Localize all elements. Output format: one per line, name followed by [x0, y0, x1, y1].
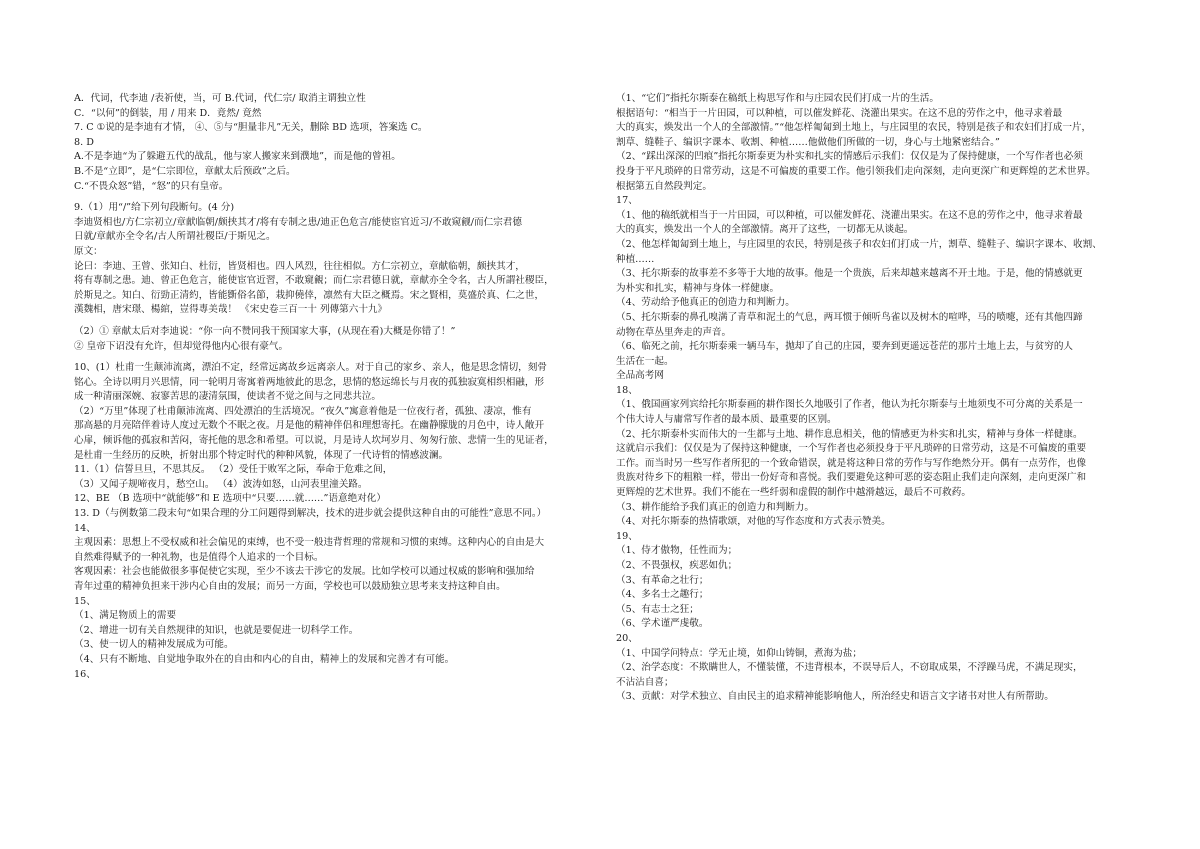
- right-column-line: （4、多名士之趣行；: [616, 589, 709, 601]
- right-column: [616, 92, 1131, 705]
- left-column-line: （2、增进一切有关自然规律的知识，也就是要促进一切科学工作。: [74, 624, 359, 636]
- left-column-line: 铭心。全诗以明月兴思情，同一轮明月寄寓着两地彼此的思念，思情的悠远绵长与月夜的孤独寂寞相织相融，形: [74, 376, 545, 388]
- right-column-line: 更辉煌的艺术世界。我们不能在一些纤弱和虚假的制作中越滑越远，最后不可救药。: [616, 487, 971, 499]
- right-column-line: （6、临死之前，托尔斯泰乘一辆马车，抛却了自己的庄园，要奔到更遥远苍茫的那片土地上去，与贫穷的人: [616, 341, 1074, 353]
- right-column-line: （5、托尔斯泰的鼻孔嗅满了青草和泥土的气息，两耳惯于倾听鸟雀以及树木的喧哗，马的喷嚏，还有其他四蹄: [616, 311, 1083, 323]
- left-column-line: 自然难得赋予的一种礼物，也是值得个人追求的一个目标。: [74, 551, 324, 563]
- right-column-line: （3、托尔斯泰的故事差不多等于大地的故事。他是一个贵族，后来却越来越离不开土地。于是，他的情感就更: [616, 268, 1083, 280]
- left-column-line: 漢魏相，唐宋璟、楊綰，豈得專美哉！ 《宋史卷三百一十 列傳第六十九》: [74, 304, 388, 316]
- left-column-line: 13. D（与例数第二段末句“如果合理的分工问题得到解决，技术的进步就会提供这种自由的可能性”意思不同。）: [74, 508, 547, 520]
- left-column-line: 10、(1）杜甫一生颠沛流离，漂泊不定，经常远离故乡远离亲人。对于自己的家乡、亲人，他是思念情切，刻骨: [74, 362, 547, 374]
- left-column-line: [74, 318, 596, 325]
- right-column-line: 动物在草丛里奔走的声音。: [616, 326, 732, 338]
- right-column-line: 根据语句：“相当于一片田园，可以种植，可以催发鲜花、浇灌出果实。在这不息的劳作之中，他寻求着最: [616, 107, 1063, 119]
- left-column-line: C．“以何”的倒装，用 / 用来 D．竟然/ 竟然: [74, 107, 262, 119]
- left-column-line: A．代词，代李迪 /表祈使，当，可 B.代词，代仁宗/ 取消主谓独立性: [74, 93, 366, 104]
- right-column-line: （2、托尔斯泰朴实而伟大的一生都与土地、耕作息息相关，他的情感更为朴实和扎实，精神与身体一样健康。: [616, 428, 1083, 440]
- right-column-line: 根据第五自然段判定。: [616, 180, 712, 192]
- left-column-line: 将有專制之患。迪、曾正色危言，能使宦官近習，不敢窺覦；而仁宗君德日就，章献亦全令名，古人所謂社稷臣，: [74, 275, 554, 287]
- right-column-line: 20、: [616, 632, 638, 644]
- left-column-line: 主观因素：思想上不受权威和社会偏见的束缚，也不受一般违背哲理的常规和习惯的束缚。这种内心的自由是大: [74, 537, 545, 549]
- right-column-line: （1、中国学问特点：学无止境，如仰山铸铜，煮海为盐；: [616, 647, 862, 659]
- right-column-line: （4、对托尔斯泰的热情歌颂，对他的写作态度和方式表示赞美。: [616, 516, 891, 528]
- left-column-line: （4、只有不断地、自觉地争取外在的自由和内心的自由，精神上的发展和完善才有可能。: [74, 653, 455, 665]
- left-column-line: （3、使一切人的精神发展成为可能。: [74, 639, 234, 651]
- left-column-line: 15、: [74, 595, 96, 607]
- right-column-line: （2、不畏强权，疾恶如仇；: [616, 560, 738, 571]
- right-column-line: （3、耕作能给予我们真正的创造力和判断力。: [616, 501, 814, 513]
- left-column-line: ② 皇帝下诏没有允许，但却觉得他内心很有豪气。: [74, 340, 289, 352]
- left-column-line: （2）“万里”体现了杜甫颠沛流离、四处漂泊的生活境况。“夜久”寓意着他是一位夜行者，孤独、凄凉，惟有: [74, 405, 532, 417]
- right-column-line: 为朴实和扎实，精神与身体一样健康。: [616, 282, 780, 294]
- right-column-line: （4、劳动给予他真正的创造力和判断力。: [616, 297, 795, 309]
- right-column-line: （2、他怎样匍匐到土地上，与庄园里的农民，特别是孩子和农妇们打成一片，割草、缝鞋子、编识字课本、收割、: [616, 238, 1102, 250]
- left-column-line: （3）又闻子规啼夜月，愁空山。 （4）波涛如怒，山河表里潼关路。: [74, 478, 368, 490]
- right-column-line: （5、有志士之狂；: [616, 603, 699, 615]
- left-column-line: 原文：: [74, 245, 103, 257]
- left-column-line: 11.（1）信誓旦旦，不思其反。 （2）受任于败军之际，奉命于危难之间，: [74, 464, 393, 476]
- left-column-line: C.“不畏众怒”错，“怒”的只有皇帝。: [74, 180, 229, 192]
- left-column-line: 日就/章献亦全令名/古人所谓社稷臣/于斯见之。: [74, 231, 276, 243]
- left-column-line: 14、: [74, 522, 96, 534]
- left-column-line: [74, 194, 596, 201]
- right-column-line: 这就启示我们：仅仅是为了保持这种健康，一个写作者也必须投身于平凡琐碎的日常劳动，这是不可偏废的重要: [616, 443, 1087, 455]
- right-column-line: 割草、缝鞋子、编识字课本、收割、种植……他做他们所做的一切，身心与土地紧密结合。”: [616, 136, 1000, 148]
- left-column-line: 论曰：李迪、王曾、张知白、杜衍，皆贤相也。四人风烈，往往相似。方仁宗初立，章献临朝，颇挟其才，: [74, 260, 525, 272]
- right-column-line: 18、: [616, 384, 638, 396]
- left-column-line: 16、: [74, 668, 96, 680]
- left-column-line: 那高悬的月亮陪伴着诗人度过无数个不眠之夜。月是他的精神伴侣和理想寄托。在幽静朦胧的月色中，诗人敞开: [74, 420, 545, 432]
- right-column-line: 贵族对待乡下的粗粮一样，带出一份好奇和喜悦。我们要避免这种可恶的姿态阻止我们走向深刻，走向更深广和: [616, 472, 1087, 484]
- left-column-line: 李迪贤相也/方仁宗初立/章献临朝/颇挟其才/将有专制之患/迪正色危言/能使宦官近习/不敢窥觎/而仁宗君德: [74, 216, 522, 228]
- right-column-line: 工作。而当时另一些写作者所犯的一个致命错误，就是将这种日常的劳作与写作绝然分开。偶有一点劳作，也像: [616, 457, 1087, 469]
- left-column-line: 於斯見之。知白、衍勁正清約，皆能斵俗名節，栽抑僥倖，凛然有大臣之概焉。宋之賢相，莫盛於真、仁之世，: [74, 289, 545, 301]
- right-column-line: （1、他的稿纸就相当于一片田园，可以种植，可以催发鲜花、浇灌出果实。在这不息的劳作之中，他寻求着最: [616, 209, 1083, 221]
- right-column-line: 大的真实，焕发出一个人的全部激情。”“他怎样匍匐到土地上，与庄园里的农民，特别是孩子和农妇们打成一片，: [616, 122, 1092, 134]
- right-column-line: 17、: [616, 195, 638, 207]
- left-column-line: 客观因素：社会也能做很多事促使它实现，至少不该去干涉它的发展。比如学校可以通过权威的影响和强加给: [74, 566, 535, 578]
- left-column-line: 是杜甫一生经历的反映，折射出那个特定时代的种种风貌，体现了一代诗哲的情感波澜。: [74, 449, 449, 461]
- right-column-line: 投身于平凡琐碎的日常劳动，这是不可偏废的重要工作。他引领我们走向深刻，走向更深广和更辉煌的艺术世界。: [616, 165, 1096, 177]
- right-column-line: （2、治学态度：不欺瞒世人，不懂装懂，不违背根本，不误导后人，不窃取成果，不浮躁马虎，不满足现实，: [616, 662, 1083, 674]
- left-column-line: （2）① 章献太后对李迪说：“你一向不赞同我干预国家大事，(从现在看)大概是你错了！”: [74, 325, 456, 337]
- left-column-line: 8. D: [74, 136, 94, 148]
- left-column-line: 心扉，倾诉他的孤寂和苦闷，寄托他的思念和希望。可以说，月是诗人坎坷岁月、匆匆行旅、悲情一生的见证者，: [74, 435, 554, 447]
- left-column-line: 成一种清丽深婉、寂寥苦思的凄清氛围，使读者不觉之间与之同悲共泣。: [74, 391, 381, 403]
- right-column-line: （2、“踩出深深的凹痕”指托尔斯泰更为朴实和扎实的情感后示我们：仅仅是为了保持健康，一个写作者也必须: [616, 151, 1083, 163]
- left-column: [74, 92, 596, 682]
- right-column-line: 不沾沾自喜；: [616, 676, 674, 688]
- right-column-line: （3、有革命之壮行；: [616, 574, 709, 586]
- right-column-line: 生活在一起。: [616, 355, 674, 367]
- right-column-line: 19、: [616, 530, 638, 542]
- left-column-line: 12、BE （B 选项中“就能够”和 E 选项中“只要……就……”语意绝对化）: [74, 493, 386, 505]
- right-column-line: 全品高考网: [616, 370, 664, 382]
- right-column-line: 大的真实，焕发出一个人的全部激情。离开了这些，一切都无从谈起。: [616, 224, 914, 236]
- right-column-line: （1、侍才傲物，任性而为；: [616, 545, 738, 557]
- right-column-line: 个伟大诗人与庸常写作者的最本质、最重要的区别。: [616, 414, 837, 426]
- left-column-line: A.不是李迪“为了躲避五代的战乱，他与家人搬家来到濮地”，而是他的曾祖。: [74, 151, 401, 163]
- left-column-line: （1、满足物质上的需要: [74, 610, 177, 622]
- left-column-line: [74, 354, 596, 361]
- right-column-line: （6、学术谨严虔敬。: [616, 618, 709, 630]
- left-column-line: 青年过重的精神负担来干涉内心自由的发展；而另一方面，学校也可以鼓励独立思考来支持这种自由。: [74, 581, 506, 592]
- left-column-line: 7. C ①说的是李迪有才情， ④、⑤与“胆量非凡”无关，删除 BD 选项，答案选 C。: [74, 122, 428, 134]
- right-column-line: （3、贡献：对学术独立、自由民主的追求精神能影响他人，所治经史和语言文字诸书对世人有所帮助。: [616, 691, 1054, 703]
- left-column-line: B.不是“立即”，是“仁宗即位，章献太后预政”之后。: [74, 165, 296, 177]
- right-column-line: （1、“它们”指托尔斯泰在稿纸上构思写作和与庄园农民们打成一片的生活。: [616, 93, 939, 104]
- left-column-line: 9.（1）用“/”给下列句段断句。(4 分): [74, 202, 235, 214]
- right-column-line: 种植……: [616, 253, 655, 265]
- right-column-line: （1、俄国画家列宾给托尔斯泰画的耕作图长久地吸引了作者，他认为托尔斯泰与土地须曳不可分离的关系是一: [616, 399, 1083, 411]
